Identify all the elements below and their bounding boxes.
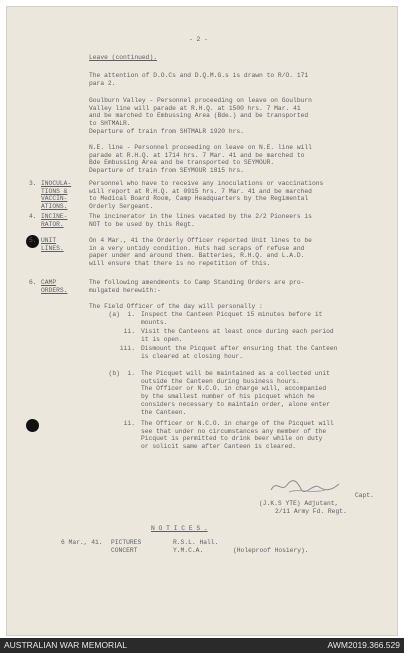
item-text: On 4 Mar., 41 the Orderly Officer reported Unit lines to be in a very untidy condition. Huts had scraps of refuse and paper under and around them. Batteries, R.H.Q. and L.A.D. will ensure that there is no repetition of this. <box>89 237 312 268</box>
item-number: 5. <box>29 237 37 244</box>
notices-title: N O T I C E S . <box>151 525 208 532</box>
item-label: UNIT LINES. <box>41 237 64 252</box>
footer-right: AWM2019.366.529 <box>327 640 400 650</box>
subitem-mark: (b) i. <box>108 370 135 377</box>
subitem-text: Inspect the Canteen Picquet 15 minutes before it mounts. <box>141 311 323 326</box>
attention-paragraph: The attention of D.O.Cs and D.Q.M.G.s is drawn to R/O. 171 para 2. <box>89 72 309 87</box>
subitem-mark: iii. <box>119 345 135 352</box>
item-label: CAMP ORDERS. <box>41 279 68 294</box>
notices-date: 6 Mar., 41. <box>61 539 103 546</box>
item-number: 3. <box>29 180 37 187</box>
section-heading: Leave (continued). <box>89 54 158 61</box>
signature-unit: 2/11 Army Fd. Regt. <box>275 508 347 515</box>
subitem-text: The Officer or N.C.O. in charge of the Picquet will see that under no circumstances any member of the Picquet is permitted to drink beer while on duty or solicit same after Canteen is cleared. <box>141 420 334 451</box>
footer-bar <box>0 638 404 653</box>
subitem-text: Dismount the Picquet after ensuring that the Canteen is cleared at closing hour. <box>141 345 338 360</box>
notices-venues: R.S.L. Hall. Y.M.C.A. <box>173 539 219 554</box>
item-text: The following amendments to Camp Standing Orders are pro- mulgated herewith:- <box>89 279 305 294</box>
page-number: - 2 - <box>189 36 208 43</box>
subitem-text: The Picquet will be maintained as a collected unit outside the Canteen during business hours. The Officer or N.C.O. in charge will, accompanied by the smallest number of his picquet which he considers necessary to maintain order, alone enter the Canteen. <box>141 370 330 416</box>
signature-role: (J.K.S YTE) Adjutant, <box>259 500 339 507</box>
subitem-mark: ii. <box>123 420 135 427</box>
signature-rank: Capt. <box>355 492 374 499</box>
item-number: 6. <box>29 279 37 286</box>
item-text: Personnel who have to receive any inoculations or vaccinations will report at R.H.Q. at 0915 hrs. 7 Mar. 41 and be marched to Medical Board Room, Camp Headquarters by the Regimental Orderly Sergeant. <box>89 180 324 211</box>
ne-line-paragraph: N.E. line - Personnel proceeding on leave on N.E. line will parade at R.H.Q. at 1714 hrs. 7 Mar. 41 and be marched to Bde Embussing Area and be transported to SEYMOUR. Departure of train from SEYMOUR 1815 hrs. <box>89 144 312 175</box>
punch-hole <box>26 419 39 432</box>
subitem-text: Visit the Canteens at least once during each period it is open. <box>141 328 334 343</box>
field-officer-intro: The Field Officer of the day will personally : <box>89 303 263 310</box>
goulburn-paragraph: Goulburn Valley - Personnel proceeding on leave on Goulburn Valley line will parade at R.H.Q. at 1500 hrs. 7 Mar. 41 and be marched to Embussing Area (Bde.) and be transported to SHTMALR. Departure of train from SHTMALR 1920 hrs. <box>89 97 312 135</box>
notices-events: PICTURES CONCERT <box>111 539 142 554</box>
subitem-mark: (a) i. <box>108 311 135 318</box>
item-label: INOCULA- TIONS & VACCIN- ATIONS. <box>41 180 72 211</box>
document-page <box>6 6 398 636</box>
item-number: 4. <box>29 213 37 220</box>
footer-left: AUSTRALIAN WAR MEMORIAL <box>4 640 127 650</box>
notices-note: (Holeproof Hosiery). <box>233 547 309 554</box>
handwritten-signature <box>269 477 347 495</box>
item-text: The incinerator in the lines vacated by the 2/2 Pioneers is NOT to be used by this Regt. <box>89 213 312 228</box>
subitem-mark: ii. <box>123 328 135 335</box>
item-label: INCINE- RATOR. <box>41 213 68 228</box>
